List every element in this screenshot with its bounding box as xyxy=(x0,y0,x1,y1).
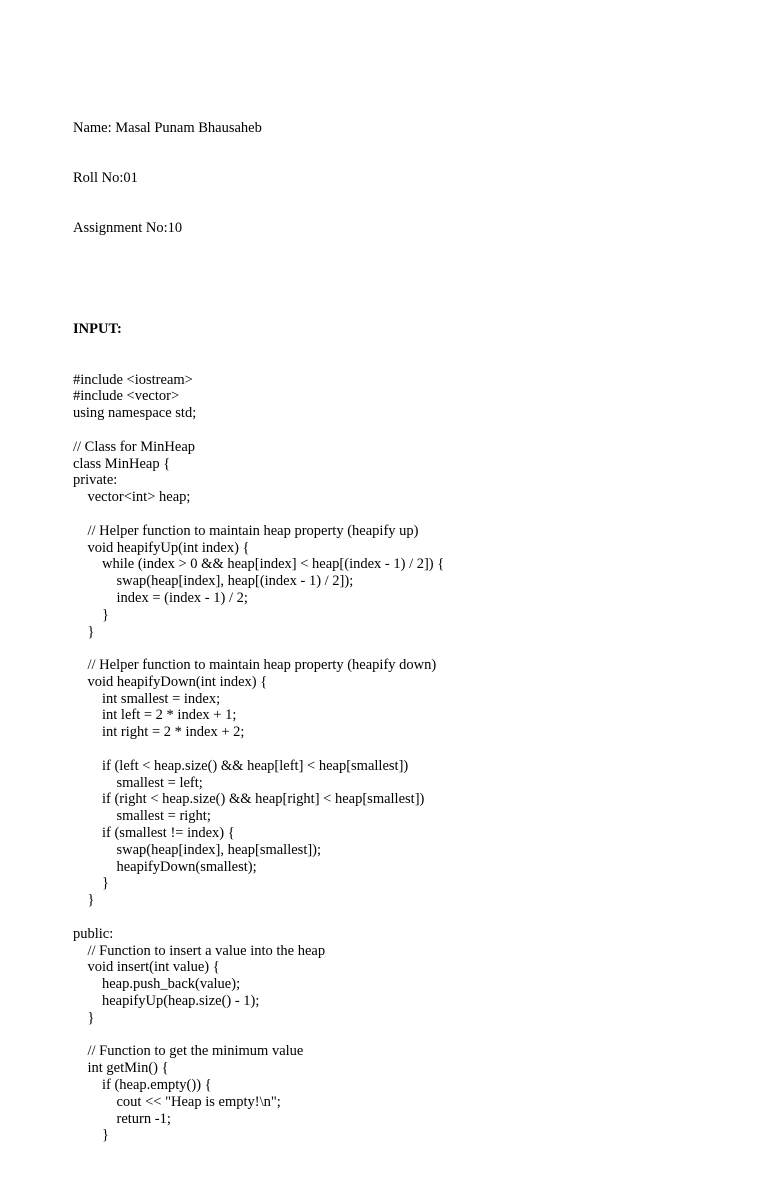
code-line: int left = 2 * index + 1; xyxy=(73,707,237,724)
code-line xyxy=(73,1027,444,1044)
code-line: } xyxy=(73,1127,109,1144)
code-line xyxy=(73,741,444,758)
code-line: private: xyxy=(73,472,118,489)
assignment-number: Assignment No:10 xyxy=(73,220,183,237)
code-line: using namespace std; xyxy=(73,405,197,422)
code-line: #include <iostream> xyxy=(73,371,193,388)
code-line: void heapifyUp(int index) { xyxy=(73,539,250,556)
code-line: int right = 2 * index + 2; xyxy=(73,724,245,741)
input-heading: INPUT: xyxy=(73,321,122,338)
code-line: if (left < heap.size() && heap[left] < heap[smallest]) xyxy=(73,757,409,774)
code-line: if (smallest != index) { xyxy=(73,825,235,842)
code-line: int smallest = index; xyxy=(73,690,221,707)
code-line: class MinHeap { xyxy=(73,455,171,472)
code-line: heapifyDown(smallest); xyxy=(73,858,257,875)
code-line: } xyxy=(73,1009,95,1026)
code-line: // Function to get the minimum value xyxy=(73,1043,304,1060)
code-line: } xyxy=(73,623,95,640)
code-block xyxy=(73,372,444,1145)
code-line: } xyxy=(73,606,109,623)
code-line: heap.push_back(value); xyxy=(73,976,241,993)
code-line: } xyxy=(73,875,109,892)
code-line: public: xyxy=(73,925,114,942)
code-line xyxy=(73,909,444,926)
code-line: swap(heap[index], heap[smallest]); xyxy=(73,841,322,858)
student-name: Name: Masal Punam Bhausaheb xyxy=(73,119,262,136)
code-line: vector<int> heap; xyxy=(73,489,191,506)
code-line: #include <vector> xyxy=(73,388,180,405)
code-line: } xyxy=(73,892,95,909)
code-line: if (right < heap.size() && heap[right] < heap[smallest]) xyxy=(73,791,425,808)
roll-number: Roll No:01 xyxy=(73,169,138,186)
code-line: if (heap.empty()) { xyxy=(73,1077,212,1094)
code-line: heapifyUp(heap.size() - 1); xyxy=(73,993,260,1010)
code-line: int getMin() { xyxy=(73,1060,169,1077)
code-line: cout << "Heap is empty!\n"; xyxy=(73,1093,281,1110)
code-line xyxy=(73,422,444,439)
code-line: // Helper function to maintain heap property (heapify up) xyxy=(73,522,419,539)
code-line xyxy=(73,506,444,523)
blank-line xyxy=(73,271,444,288)
code-line: // Helper function to maintain heap property (heapify down) xyxy=(73,657,437,674)
code-line: void heapifyDown(int index) { xyxy=(73,673,268,690)
code-line: return -1; xyxy=(73,1110,171,1127)
code-line: swap(heap[index], heap[(index - 1) / 2]); xyxy=(73,573,354,590)
document-body xyxy=(73,86,444,1178)
code-line: // Class for MinHeap xyxy=(73,438,196,455)
code-line: smallest = left; xyxy=(73,774,203,791)
code-line xyxy=(73,640,444,657)
code-line: // Function to insert a value into the heap xyxy=(73,942,326,959)
code-line: while (index > 0 && heap[index] < heap[(index - 1) / 2]) { xyxy=(73,556,445,573)
code-line: smallest = right; xyxy=(73,808,211,825)
code-line: index = (index - 1) / 2; xyxy=(73,589,248,606)
code-line: void insert(int value) { xyxy=(73,959,220,976)
